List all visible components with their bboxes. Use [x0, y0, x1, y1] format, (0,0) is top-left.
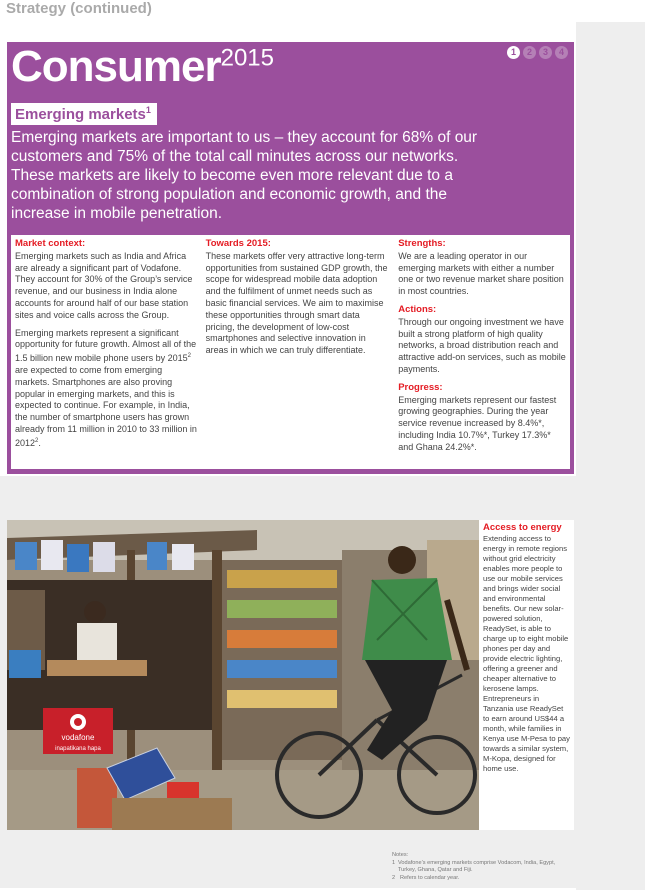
- footnote-ref: 2: [187, 353, 191, 360]
- footnote-2: [392, 875, 572, 883]
- column-towards-2015: [206, 238, 389, 466]
- column-strengths-actions-progress: [398, 238, 566, 466]
- strengths-heading: Strengths:: [398, 238, 446, 249]
- footnote-ref-2: 2: [35, 437, 39, 444]
- market-context-p2: [15, 328, 198, 450]
- footnote-2-text: Refers to calendar year.: [400, 874, 460, 881]
- pager-dot-4[interactable]: 4: [555, 46, 568, 59]
- market-stall-photo: [7, 520, 479, 830]
- footnote-1-text: Vodafone’s emerging markets comprise Vodacom, India, Egypt, Turkey, Ghana, Qatar and Fiji.: [397, 859, 556, 873]
- market-context-p2-b: are expected to come from emerging markets. Smartphones are also proving popular in emerging markets, and this is expected to continue. For example, in India, the number of smartphone users has grown already from 11 million in 2010 to 33 million in 2012: [15, 364, 197, 448]
- progress-heading: Progress:: [398, 381, 443, 393]
- access-to-energy-body: Extending access to energy in remote regions without grid electricity enables more people to use our mobile services and brings wider social and environmental benefits. Our new solar-powered solution, ReadySet, is able to charge up to eight mobile phones per day and provide electric lighting, offering a greener and cheaper alternative to kerosene lamps. Entrepreneurs in Tanzania use ReadySet to earn around US$44 a month, while families in Kenya use M-Pesa to pay towards a similar system, M-Kopa, designed for home use.: [483, 534, 570, 773]
- market-context-p2-end: .: [38, 437, 41, 448]
- pager-dot-1[interactable]: 1: [507, 46, 520, 59]
- consumer-panel: [7, 42, 574, 474]
- panel-title-text: Consumer: [11, 42, 221, 91]
- shop-sign-subtext: inapatikana hapa: [55, 746, 101, 752]
- actions-p1: Through our ongoing investment we have built a strong platform of high quality networks, a broad distribution reach and attractive add-on services, such as mobile payments.: [398, 316, 566, 374]
- access-to-energy-box: [479, 520, 574, 830]
- market-context-p2-a: Emerging markets represent a significant opportunity for future growth. Almost all of the 1.5 billion new mobile phone users by 2015: [15, 327, 197, 364]
- section-tag-footnote: 1: [145, 105, 151, 115]
- footnote-1: [392, 860, 572, 875]
- actions-heading: Actions:: [398, 303, 437, 315]
- section-tag-text: Emerging markets: [15, 106, 146, 123]
- footnotes: [392, 852, 572, 882]
- strengths-p1: We are a leading operator in our emerging markets with either a number one or two revenue market share position in most countries.: [398, 250, 564, 297]
- page-pager: [507, 46, 568, 59]
- towards-heading: Towards 2015:: [205, 238, 271, 249]
- intro-paragraph: Emerging markets are important to us – they account for 68% of our customers and 75% of the total call minutes across our networks. These markets are likely to become even more relevant due to a combination of strong population and economic growth, and the increase in mobile penetration.: [11, 129, 478, 222]
- section-tag: [11, 103, 157, 125]
- running-header: Strategy (continued): [6, 0, 152, 17]
- towards-p1: These markets offer very attractive long-term opportunities from sustained GDP growth, the scope for widespread mobile data adoption and the fulfilment of unmet needs such as basic financial services. We aim to maximise these opportunities through smart data pricing, the development of low-cost smartphones and selective innovation in areas in which we can truly differentiate.: [205, 250, 388, 356]
- market-context-heading: Market context:: [15, 238, 86, 249]
- photo-illustration: [7, 520, 479, 830]
- footnote-2-num: 2: [392, 874, 396, 881]
- pager-dot-2[interactable]: 2: [523, 46, 536, 59]
- progress-p1: Emerging markets represent our fastest growing geographies. During the year service revenue increased by 8.4%*, including India 10.7%*, Turkey 17.3%* and Ghana 24.2%*.: [398, 394, 557, 452]
- footnote-1-num: 1: [392, 859, 396, 866]
- panel-year: 2015: [220, 44, 274, 72]
- notes-title: Notes:: [392, 852, 409, 858]
- access-to-energy-heading: Access to energy: [483, 522, 562, 533]
- market-context-p1: Emerging markets such as India and Africa are already a significant part of Vodafone. They account for 30% of the Group’s service revenue, and our business in India alone accounts for around half of our base station sites and voice calls across the Group.: [15, 250, 193, 320]
- column-market-context: [15, 238, 198, 466]
- detail-columns: [11, 235, 570, 469]
- panel-title: [11, 42, 274, 92]
- pager-dot-3[interactable]: 3: [539, 46, 552, 59]
- shop-sign-text: vodafone: [61, 733, 95, 742]
